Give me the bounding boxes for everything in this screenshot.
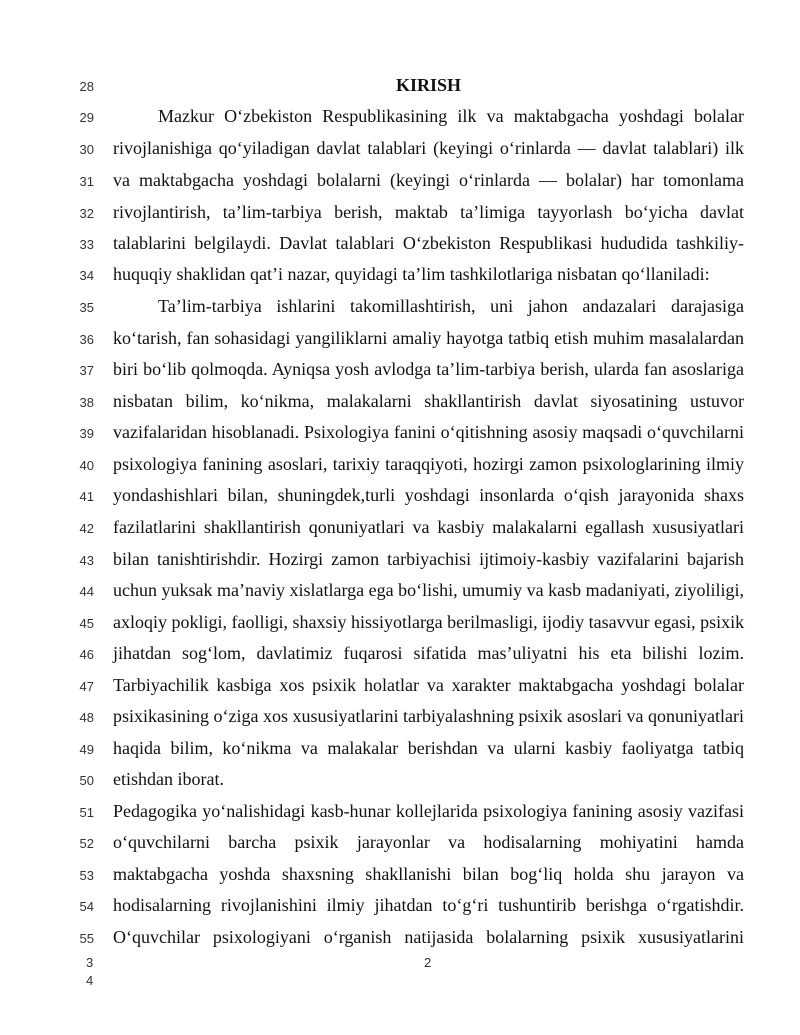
line-number: 31 [79, 174, 94, 189]
line-number: 28 [79, 79, 94, 94]
text-line: talablarini belgilaydi. Davlat talablari O‘zbekiston Respublikasi hududida tashkiliy- [113, 233, 744, 253]
text-line: ko‘tarish, fan sohasidagi yangiliklarni amaliy hayotga tatbiq etish muhim masalalardan [113, 328, 744, 348]
text-line: nisbatan bilim, ko‘nikma, malakalarni shakllantirish davlat siyosatining ustuvor [113, 391, 744, 411]
line-number: 44 [79, 584, 94, 599]
text-line: huquqiy shaklidan qat’i nazar, quyidagi ta’lim tashkilotlariga nisbatan qo‘llaniladi: [113, 264, 710, 284]
line-number: 35 [79, 300, 94, 315]
text-line: Mazkur O‘zbekiston Respublikasining ilk va maktabgacha yoshdagi bolalar [158, 106, 744, 126]
line-number: 29 [79, 110, 94, 125]
text-line: biri bo‘lib qolmoqda. Ayniqsa yosh avlodga ta’lim-tarbiya berish, ularda fan asoslariga [113, 359, 744, 379]
line-number: 46 [79, 647, 94, 662]
line-number: 43 [79, 553, 94, 568]
line-number: 37 [79, 363, 94, 378]
line-number: 32 [79, 206, 94, 221]
text-line: maktabgacha yoshda shaxsning shakllanishi bilan bog‘liq holda shu jarayon va [113, 864, 744, 884]
text-line: Tarbiyachilik kasbiga xos psixik holatlar va xarakter maktabgacha yoshdagi bolalar [113, 675, 744, 695]
line-number: 33 [79, 237, 94, 252]
text-line: vazifalaridan hisoblanadi. Psixologiya fanini o‘qitishning asosiy maqsadi o‘quvchilarni [113, 422, 744, 442]
text-line: bilan tanishtirishdir. Hozirgi zamon tarbiyachisi ijtimoiy-kasbiy vazifalarini bajarish [113, 549, 744, 569]
text-line: hodisalarning rivojlanishini ilmiy jihatdan to‘g‘ri tushuntirib berishga o‘rgatishdir. [113, 895, 744, 915]
footer-line-number: 4 [86, 973, 94, 988]
text-line: yondashishlari bilan, shuningdek,turli yoshdagi insonlarda o‘qish jarayonida shaxs [113, 485, 744, 505]
text-line: axloqiy pokligi, faolligi, shaxsiy hissiyotlarga berilmasligi, ijodiy tasavvur egasi, psixik [113, 612, 745, 632]
text-line: va maktabgacha yoshdagi bolalarni (keyingi o‘rinlarda — bolalar) har tomonlama [113, 170, 744, 190]
text-line: haqida bilim, ko‘nikma va malakalar berishdan va ularni kasbiy faoliyatga tatbiq [113, 738, 744, 758]
line-number: 50 [79, 773, 94, 788]
line-number: 34 [79, 268, 94, 283]
line-number: 41 [79, 489, 94, 504]
text-line: O‘quvchilar psixologiyani o‘rganish natijasida bolalarning psixik xususiyatlarini [113, 927, 744, 947]
text-line: Ta’lim-tarbiya ishlarini takomillashtirish, uni jahon andazalari darajasiga [158, 296, 744, 316]
line-number: 54 [79, 899, 94, 914]
line-number: 36 [79, 332, 94, 347]
line-number: 48 [79, 710, 94, 725]
line-number: 42 [79, 521, 94, 536]
line-number: 40 [79, 458, 94, 473]
line-number: 49 [79, 742, 94, 757]
line-number: 51 [79, 805, 94, 820]
text-line: etishdan iborat. [113, 769, 224, 789]
text-line: uchun yuksak ma’naviy xislatlarga ega bo‘lishi, umumiy va kasb madaniyati, ziyoliligi, [113, 580, 745, 600]
line-number: 52 [79, 836, 94, 851]
text-line: rivojlanishiga qo‘yiladigan davlat talablari (keyingi o‘rinlarda — davlat talablari) ilk [113, 138, 744, 158]
line-number: 30 [79, 142, 94, 157]
line-number: 55 [79, 931, 94, 946]
text-line: jihatdan sog‘lom, davlatimiz fuqarosi sifatida mas’uliyatni his eta bilishi lozim. [113, 643, 744, 663]
text-line: psixikasining o‘ziga xos xususiyatlarini tarbiyalashning psixik asoslari va qonuniyatlari [113, 706, 744, 726]
text-line: fazilatlarini shakllantirish qonuniyatlari va kasbiy malakalarni egallash xususiyatlari [113, 517, 744, 537]
text-line: Pedagogika yo‘nalishidagi kasb-hunar kollejlarida psixologiya fanining asosiy vazifasi [113, 801, 744, 821]
page-number: 2 [424, 955, 432, 970]
line-number: 45 [79, 616, 94, 631]
text-line: o‘quvchilarni barcha psixik jarayonlar va hodisalarning mohiyatini hamda [113, 832, 744, 852]
footer-line-number: 3 [86, 955, 94, 970]
text-line: psixologiya fanining asoslari, tarixiy taraqqiyoti, hozirgi zamon psixologlarining ilmiy [113, 454, 744, 474]
page-title: KIRISH [395, 75, 462, 95]
line-number: 39 [79, 426, 94, 441]
line-number: 53 [79, 868, 94, 883]
line-number: 47 [79, 679, 94, 694]
line-number: 38 [79, 395, 94, 410]
text-line: rivojlantirish, ta’lim-tarbiya berish, maktab ta’limiga tayyorlash bo‘yicha davlat [113, 202, 744, 222]
